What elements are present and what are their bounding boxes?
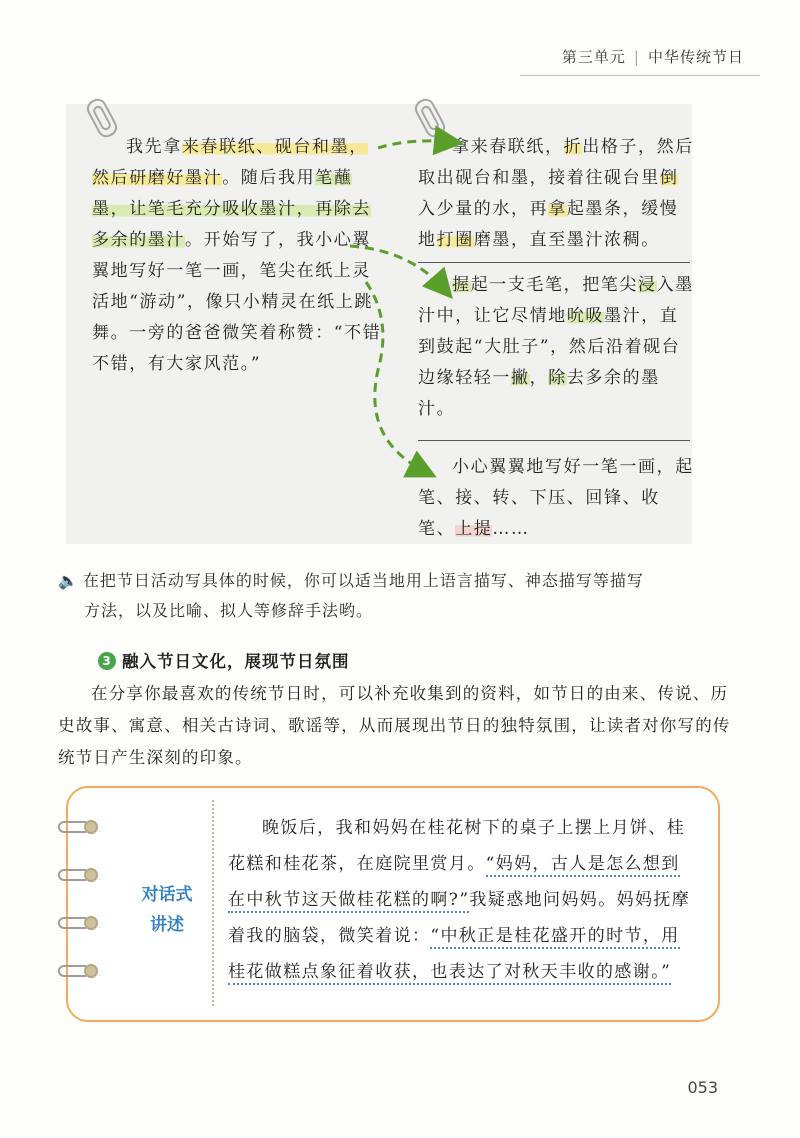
- example-paragraph: [418, 132, 694, 256]
- highlight-yellow: 拿: [548, 199, 567, 219]
- divider: [418, 262, 690, 263]
- example-right-block-1: [418, 132, 694, 256]
- text-span: 晚饭后，我和妈妈在桂花树下的桌子上摆上月饼、桂花糕和桂花茶，在庭院里赏月。: [228, 818, 686, 874]
- tip-text: 在把节日活动写具体的时候，你可以适当地用上语言描写、神态描写等描写: [82, 571, 644, 590]
- text-span: 我先拿: [126, 137, 182, 157]
- ring-icon: [84, 868, 98, 882]
- text-span: 墨汁，直到鼓起“大肚子”，然后沿着砚台边缘轻轻一: [418, 306, 681, 388]
- ring-hook: [58, 821, 86, 833]
- text-span: 出格子，然后取出砚台和墨，接着往砚台里: [418, 137, 694, 188]
- highlight-yellow: 折: [563, 137, 583, 157]
- dotted-separator: [212, 800, 214, 1006]
- section-body: [58, 678, 738, 774]
- text-span: 我小心翼翼地写好一笔一画，笔尖在纸上灵活地“游动”，像只小精灵在纸上跳舞。一旁的爸爸微笑着称赞：“不错不错，有大家风范。”: [92, 230, 382, 374]
- dotted-underline-span: “妈妈，古人是怎么想到在中秋节这天做桂花糕的啊?”: [228, 854, 680, 913]
- ring-hook: [58, 917, 86, 929]
- example-paragraph: [92, 132, 384, 380]
- section-title: 融入节日文化，展现节日氛围: [122, 652, 350, 671]
- dialogue-label: [132, 880, 202, 940]
- highlight-green: 握: [452, 275, 471, 295]
- text-span: 。随后我用: [222, 168, 316, 188]
- text-span: 拿来春联纸，: [452, 137, 564, 157]
- label-line: 对话式: [141, 885, 193, 905]
- section-paragraph: 在分享你最喜欢的传统节日时，可以补充收集到的资料，如节日的由来、传说、历史故事、寓意、相关古诗词、歌谣等，从而展现出节日的独特氛围，让读者对你写的传统节日产生深刻的印象。: [58, 684, 731, 767]
- example-left-text: [92, 132, 384, 380]
- tip-text: 方法，以及比喻、拟人等修辞手法哟。: [84, 601, 374, 620]
- speaker-icon: 🔈: [58, 571, 79, 590]
- highlight-yellow: 墨，然后研磨好墨汁: [92, 137, 368, 188]
- label-line: 讲述: [150, 915, 184, 935]
- highlight-green: 再除去多余的墨汁: [92, 199, 372, 250]
- ring-hook: [58, 869, 86, 881]
- text-span: 起一支毛笔，把笔尖: [470, 275, 639, 295]
- header-separator: |: [633, 48, 640, 66]
- tip-line: [58, 566, 758, 596]
- highlight-green: 撇: [511, 368, 530, 388]
- text-span: 小心翼翼地写好一笔一画，起笔、接、转、下压、回锋、收笔、: [418, 457, 694, 539]
- text-span: 磨墨，直至墨汁浓稠。: [473, 230, 660, 250]
- tip: [58, 566, 758, 626]
- text-span: 入墨汁中，让它尽情地: [418, 275, 694, 326]
- dotted-underline-span: “中秋正是桂花盛开的时节，用桂花做糕点象征着收获，也表达了对秋天丰收的感谢。”: [228, 926, 680, 985]
- ring-icon: [84, 916, 98, 930]
- ring-icon: [84, 820, 98, 834]
- topic-label: 中华传统节日: [647, 48, 744, 66]
- section-heading: [98, 648, 350, 672]
- example-right-block-3: [418, 452, 694, 545]
- text-span: 起墨条，缓慢地: [418, 199, 679, 250]
- highlight-yellow: 倒: [659, 168, 679, 188]
- highlight-green: 笔蘸墨，让笔毛充分吸收墨汁，: [92, 168, 353, 219]
- header-title: [562, 46, 744, 67]
- highlight-yellow: 来春联纸、砚台和: [181, 137, 331, 157]
- page-number: 053: [687, 1078, 718, 1097]
- text-span: 。开始写了，: [185, 230, 297, 250]
- highlight-pink: 上提: [455, 519, 493, 539]
- text-span: ……: [492, 519, 530, 539]
- divider: [418, 440, 690, 441]
- header-rule: [520, 75, 760, 76]
- text-span: 去多余的墨汁。: [418, 368, 660, 419]
- highlight-green: 吮吸: [566, 306, 605, 326]
- text-span: 我疑惑地问妈妈。妈妈抚摩着我的脑袋，微笑着说：: [228, 890, 691, 946]
- unit-label: 第三单元: [561, 48, 626, 66]
- example-paragraph: [418, 270, 694, 425]
- highlight-yellow: 打圈: [436, 230, 474, 250]
- example-paragraph: [418, 452, 694, 545]
- section-number-badge: 3: [98, 652, 116, 670]
- text-span: 入少量的水，再: [418, 199, 549, 219]
- dialogue-text: [228, 810, 698, 990]
- dialogue-paragraph: [228, 810, 698, 990]
- ring-hook: [58, 965, 86, 977]
- example-right-block-2: [418, 270, 694, 425]
- highlight-green: 除: [548, 368, 567, 388]
- highlight-green: 浸: [638, 275, 657, 295]
- text-span: ，: [529, 368, 549, 388]
- ring-icon: [84, 964, 98, 978]
